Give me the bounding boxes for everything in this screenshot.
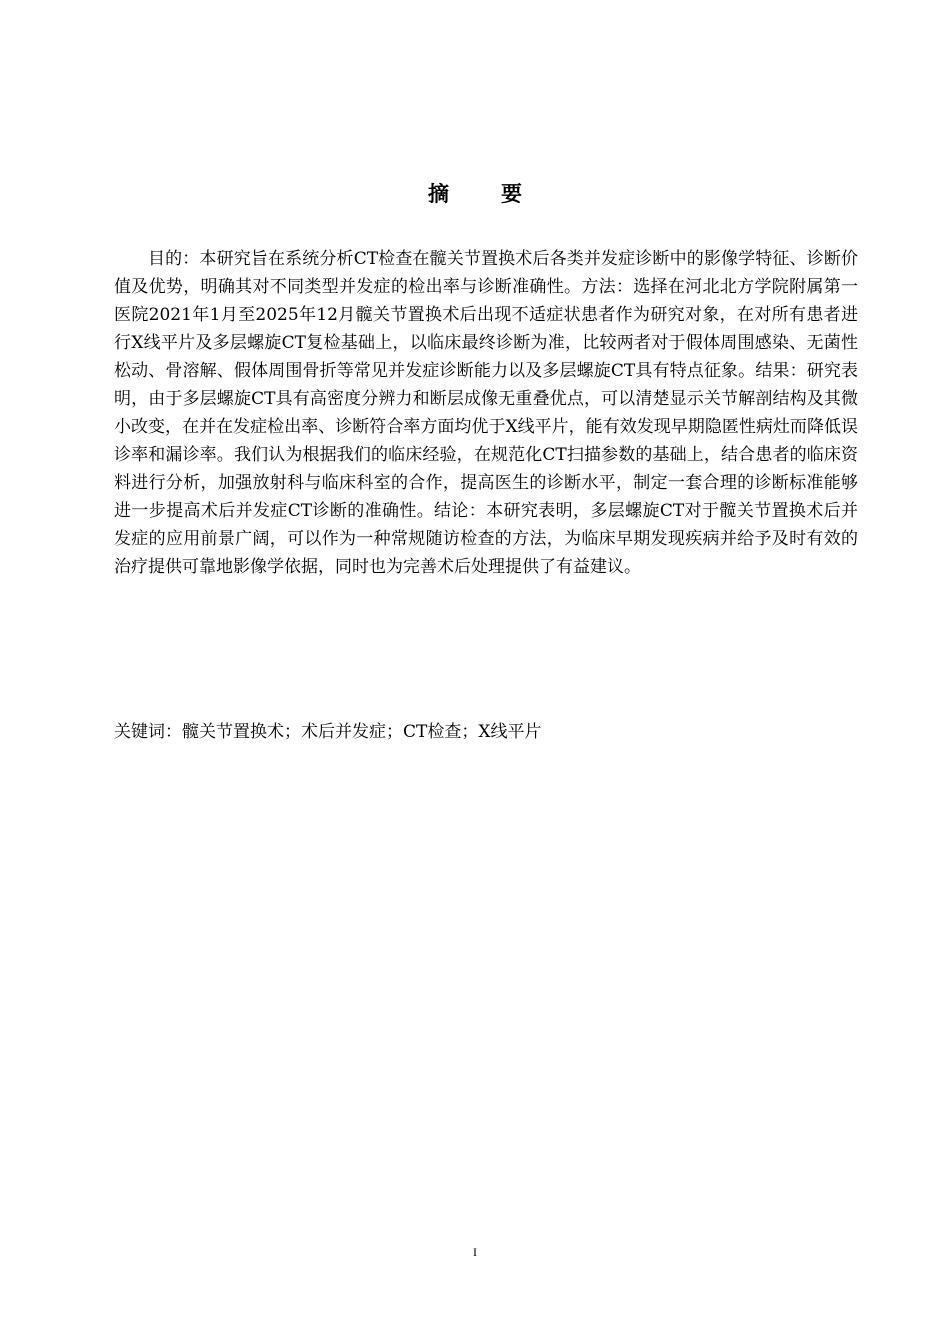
keywords-text: 髋关节置换术；术后并发症；CT检查；X线平片 — [182, 722, 542, 742]
page-number: I — [473, 1245, 477, 1259]
keywords-line — [114, 718, 858, 746]
page-title: 摘要 — [428, 182, 574, 206]
keywords-label: 关键词： — [114, 722, 182, 742]
abstract-paragraph: 目的：本研究旨在系统分析CT检查在髋关节置换术后各类并发症诊断中的影像学特征、诊断价值及优势，明确其对不同类型并发症的检出率与诊断准确性。方法：选择在河北北方学院附属第一医院2021年1月至2025年12月髋关节置换术后出现不适症状患者作为研究对象，在对所有患者进行X线平片及多层螺旋CT复检基础上，以临床最终诊断为准，比较两者对于假体周围感染、无菌性松动、骨溶解、假体周围骨折等常见并发症诊断能力以及多层螺旋CT具有特点征象。结果：研究表明，由于多层螺旋CT具有高密度分辨力和断层成像无重叠优点，可以清楚显示关节解剖结构及其微小改变，在并在发症检出率、诊断符合率方面均优于X线平片，能有效发现早期隐匿性病灶而降低误诊率和漏诊率。我们认为根据我们的临床经验，在规范化CT扫描参数的基础上，结合患者的临床资料进行分析，加强放射科与临床科室的合作，提高医生的诊断水平，制定一套合理的诊断标准能够进一步提高术后并发症CT诊断的准确性。结论：本研究表明，多层螺旋CT对于髋关节置换术后并发症的应用前景广阔，可以作为一种常规随访检查的方法，为临床早期发现疾病并给予及时有效的治疗提供可靠地影像学依据，同时也为完善术后处理提供了有益建议。 — [114, 249, 858, 577]
